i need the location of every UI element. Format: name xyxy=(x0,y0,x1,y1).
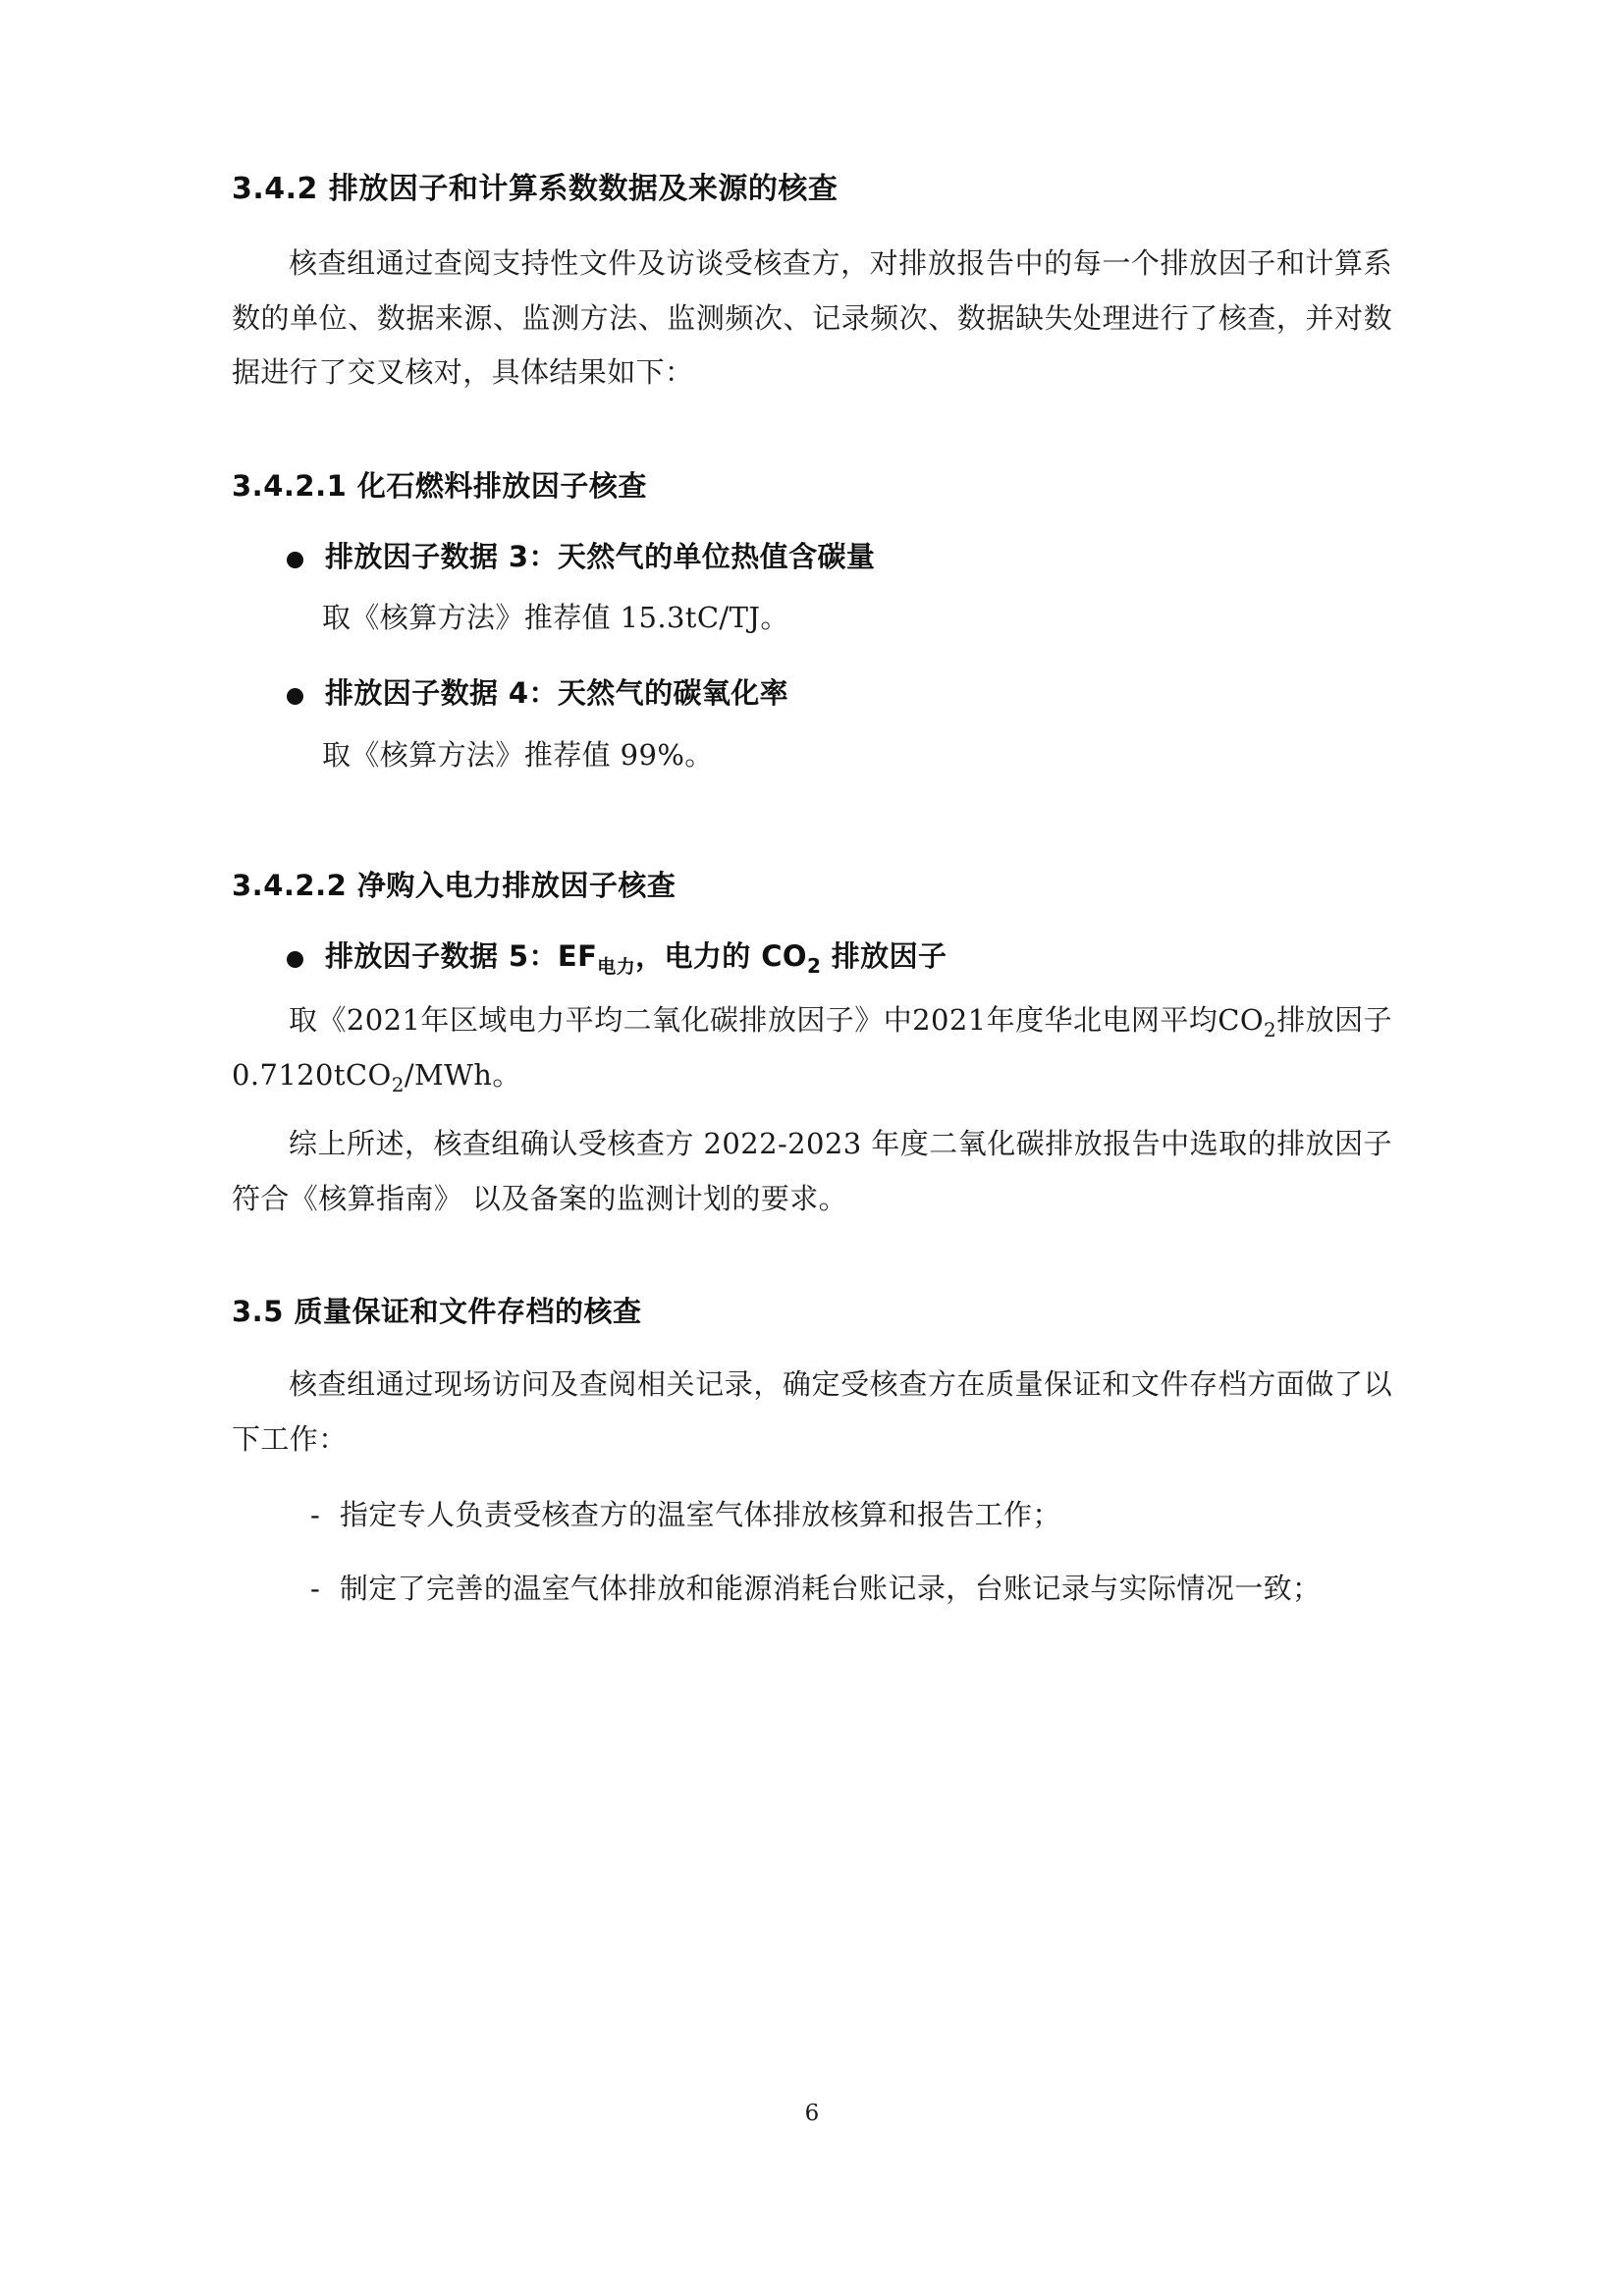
dash-marker-icon: - xyxy=(310,1498,320,1532)
spacer xyxy=(232,1248,1392,1257)
page-number: 6 xyxy=(804,2101,820,2126)
heading-3-4-2: 3.4.2 排放因子和计算系数数据及来源的核查 xyxy=(232,172,839,206)
paragraph-electricity-factor xyxy=(232,993,1392,1103)
list-item xyxy=(232,532,1392,582)
paragraph-3-4-2: 核查组通过查阅支持性文件及访谈受核查方，对排放报告中的每一个排放因子和计算系数的单位、数据来源、监测方法、监测频次、记录频次、数据缺失处理进行了核查，并对数据进行了交叉核对，具体结果如下： xyxy=(232,246,1392,390)
paragraph-3-5: 核查组通过现场访问及查阅相关记录，确定受核查方在质量保证和文件存档方面做了以下工作： xyxy=(232,1366,1392,1456)
bullet-body: 取《核算方法》推荐值 99%。 xyxy=(322,738,714,773)
bullet-title-part1: 排放因子数据 5：EF xyxy=(325,938,598,973)
bullet-title-part2: ，电力的 CO xyxy=(635,938,807,973)
bullet-dot-icon xyxy=(287,552,303,568)
bullet-title-part3: 排放因子 xyxy=(821,938,947,973)
spacer xyxy=(232,806,1392,831)
bullet-title xyxy=(325,932,947,984)
heading-3-4-2-1: 3.4.2.1 化石燃料排放因子核查 xyxy=(232,469,647,504)
paragraph-summary: 综上所述，核查组确认受核查方 2022-2023 年度二氧化碳排放报告中选取的排放因子符合《核算指南》 以及备案的监测计划的要求。 xyxy=(232,1127,1392,1215)
body-subscript-1: 2 xyxy=(1264,1017,1277,1041)
bullet-dot-icon xyxy=(287,951,303,968)
dash-item-text: 制定了完善的温室气体排放和能源消耗台账记录，台账记录与实际情况一致； xyxy=(339,1572,1322,1606)
body-part3: /MWh。 xyxy=(404,1057,521,1092)
bullet-title-subscript: 电力 xyxy=(597,955,636,978)
bullet-title: 排放因子数据 3：天然气的单位热值含碳量 xyxy=(325,539,876,573)
dash-item-text: 指定专人负责受核查方的温室气体排放核算和报告工作； xyxy=(339,1498,1061,1532)
body-subscript-2: 2 xyxy=(391,1072,405,1096)
bullet-title-subscript-2: 2 xyxy=(806,953,822,978)
bullet-body: 取《核算方法》推荐值 15.3tC/TJ。 xyxy=(322,601,789,635)
bullet-title: 排放因子数据 4：天然气的碳氧化率 xyxy=(325,676,789,711)
body-part1: 取《2021年区域电力平均二氧化碳排放因子》中2021年度华北电网平均CO xyxy=(289,1002,1265,1037)
list-item xyxy=(232,932,1392,984)
list-item xyxy=(232,1562,1392,1616)
bullet-dot-icon xyxy=(287,688,303,705)
heading-3-4-2-2: 3.4.2.2 净购入电力排放因子核查 xyxy=(232,869,677,903)
list-item xyxy=(232,1488,1392,1542)
page-content xyxy=(232,167,1392,1636)
spacer xyxy=(232,422,1392,432)
list-item xyxy=(232,668,1392,719)
body-part2: 排放因子0.7120tCO xyxy=(232,1002,1393,1092)
heading-3-5: 3.5 质量保证和文件存档的核查 xyxy=(232,1295,642,1329)
dash-marker-icon: - xyxy=(310,1572,320,1606)
